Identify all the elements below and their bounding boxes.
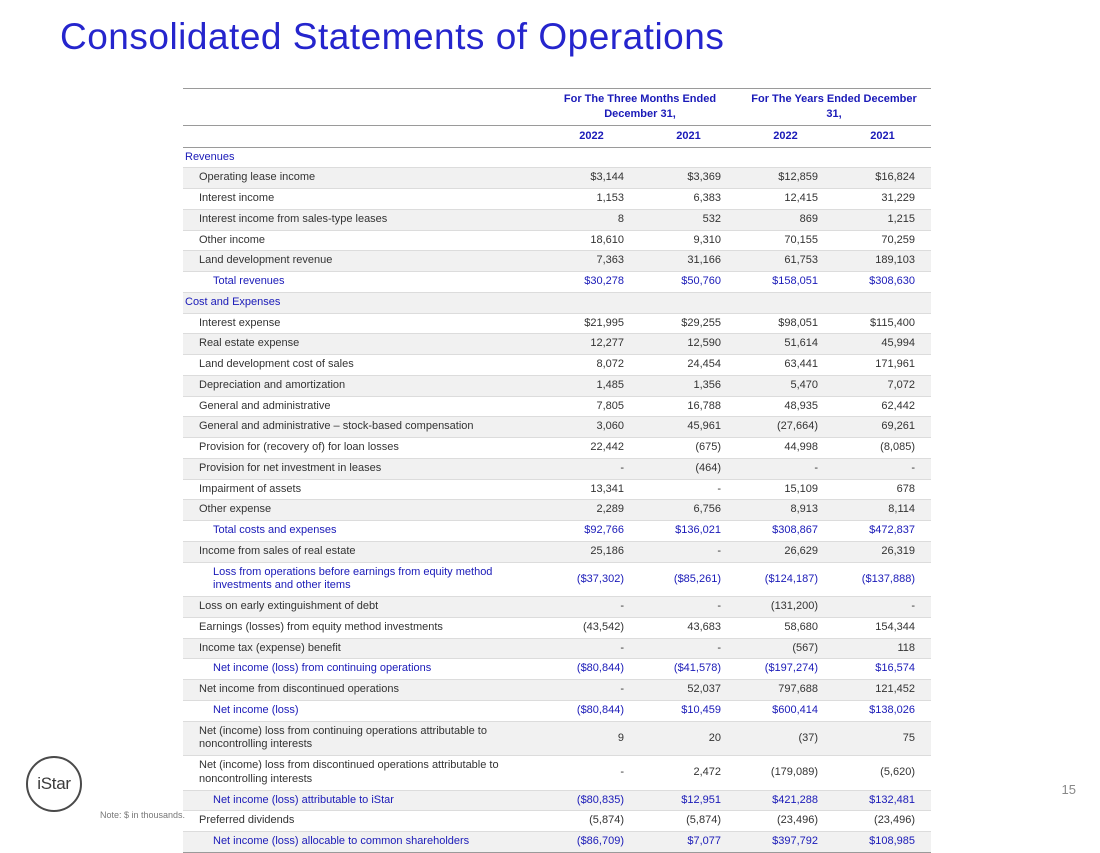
footnote: Note: $ in thousands. [100,810,186,820]
table-row [183,541,931,562]
row-value: 15,109 [737,479,834,500]
row-value: 8,913 [737,500,834,521]
row-value: $472,837 [834,521,931,542]
row-value: 13,341 [543,479,640,500]
row-label: Total revenues [183,272,543,293]
row-value: 869 [737,209,834,230]
row-value: 9 [543,721,640,756]
table-row [183,638,931,659]
row-value: 1,153 [543,189,640,210]
table-row [183,832,931,853]
row-value: 51,614 [737,334,834,355]
row-value: $308,867 [737,521,834,542]
row-value: $21,995 [543,313,640,334]
table-row [183,680,931,701]
row-value: (464) [640,458,737,479]
year-header-spacer [183,125,543,147]
row-value [834,292,931,313]
row-value: $16,574 [834,659,931,680]
row-value: 2,289 [543,500,640,521]
year-header: 2021 [640,125,737,147]
row-label: Net income (loss) [183,700,543,721]
row-value [640,147,737,168]
row-value: $12,951 [640,790,737,811]
row-value: 31,166 [640,251,737,272]
table-row [183,292,931,313]
table-row [183,811,931,832]
row-value: (5,620) [834,756,931,791]
row-value: $108,985 [834,832,931,853]
table-row [183,375,931,396]
row-value: 5,470 [737,375,834,396]
row-label: Interest income from sales-type leases [183,209,543,230]
row-label: Loss on early extinguishment of debt [183,597,543,618]
row-label: Provision for (recovery of) for loan losses [183,438,543,459]
row-value: (27,664) [737,417,834,438]
row-value: 63,441 [737,355,834,376]
row-value: 189,103 [834,251,931,272]
table-row [183,189,931,210]
row-value: $16,824 [834,168,931,189]
row-value: 797,688 [737,680,834,701]
table-row [183,479,931,500]
year-header: 2022 [737,125,834,147]
table-row [183,251,931,272]
row-label: Net (income) loss from continuing operations attributable to noncontrolling interests [183,721,543,756]
year-header: 2022 [543,125,640,147]
row-value: 75 [834,721,931,756]
row-value [640,292,737,313]
table-row [183,790,931,811]
row-value: 2,472 [640,756,737,791]
group-header-three-months: For The Three Months Ended December 31, [543,89,737,126]
table-row [183,168,931,189]
row-value: (5,874) [543,811,640,832]
row-label: Net income (loss) attributable to iStar [183,790,543,811]
row-value: (8,085) [834,438,931,459]
table-row [183,230,931,251]
row-value [737,292,834,313]
row-value: 8,072 [543,355,640,376]
row-value: 45,994 [834,334,931,355]
row-value: ($124,187) [737,562,834,597]
table-row [183,659,931,680]
row-label: Provision for net investment in leases [183,458,543,479]
row-label: Net income (loss) allocable to common shareholders [183,832,543,853]
row-value: 8,114 [834,500,931,521]
row-value: 12,590 [640,334,737,355]
row-value: $50,760 [640,272,737,293]
row-value: 31,229 [834,189,931,210]
row-label: Depreciation and amortization [183,375,543,396]
table-row [183,396,931,417]
table-row [183,721,931,756]
row-value: $397,792 [737,832,834,853]
row-value: ($80,844) [543,659,640,680]
row-value: 7,363 [543,251,640,272]
row-value: 7,805 [543,396,640,417]
row-value: $3,144 [543,168,640,189]
row-value: $3,369 [640,168,737,189]
page-title: Consolidated Statements of Operations [60,16,725,57]
row-value: $138,026 [834,700,931,721]
table-row [183,597,931,618]
row-value: 18,610 [543,230,640,251]
table-row [183,438,931,459]
row-value: (5,874) [640,811,737,832]
row-value: (179,089) [737,756,834,791]
row-value: 22,442 [543,438,640,459]
table-row [183,355,931,376]
row-value: 16,788 [640,396,737,417]
row-value: ($137,888) [834,562,931,597]
row-value: $158,051 [737,272,834,293]
row-label: Earnings (losses) from equity method investments [183,617,543,638]
row-value: 61,753 [737,251,834,272]
statements-table [183,88,931,853]
table-row [183,334,931,355]
row-label: Income from sales of real estate [183,541,543,562]
row-value: ($80,844) [543,700,640,721]
row-value: ($86,709) [543,832,640,853]
row-value: - [543,756,640,791]
row-value: 7,072 [834,375,931,396]
istar-logo [26,756,82,812]
row-label: Land development revenue [183,251,543,272]
row-value: - [543,458,640,479]
row-value: (131,200) [737,597,834,618]
row-value: 121,452 [834,680,931,701]
row-label: Other income [183,230,543,251]
row-value: - [640,597,737,618]
row-value: - [834,458,931,479]
row-value: ($85,261) [640,562,737,597]
page-number: 15 [1061,782,1076,797]
row-value: ($37,302) [543,562,640,597]
row-value: $7,077 [640,832,737,853]
row-value: - [640,638,737,659]
row-label: General and administrative [183,396,543,417]
row-value: 154,344 [834,617,931,638]
row-value: 24,454 [640,355,737,376]
row-value: 70,155 [737,230,834,251]
row-value: (675) [640,438,737,459]
row-label: Operating lease income [183,168,543,189]
row-value: (43,542) [543,617,640,638]
row-value: - [737,458,834,479]
row-value: 25,186 [543,541,640,562]
row-value: 3,060 [543,417,640,438]
row-label: Impairment of assets [183,479,543,500]
row-label: General and administrative – stock-based compensation [183,417,543,438]
row-value: 8 [543,209,640,230]
year-header: 2021 [834,125,931,147]
istar-logo-text: iStar [37,774,71,793]
row-label: Real estate expense [183,334,543,355]
row-value: 6,383 [640,189,737,210]
row-value: 171,961 [834,355,931,376]
row-value: - [543,597,640,618]
table-row [183,500,931,521]
row-value: 12,415 [737,189,834,210]
row-value [834,147,931,168]
table-row [183,147,931,168]
row-value: 118 [834,638,931,659]
row-label: Income tax (expense) benefit [183,638,543,659]
table-row [183,617,931,638]
row-value [543,147,640,168]
row-value: 62,442 [834,396,931,417]
table-row [183,313,931,334]
row-value: - [543,638,640,659]
row-value: $12,859 [737,168,834,189]
group-header-years: For The Years Ended December 31, [737,89,931,126]
table-row [183,209,931,230]
table-row [183,700,931,721]
row-value: 26,629 [737,541,834,562]
row-value: 20 [640,721,737,756]
row-label: Revenues [183,147,543,168]
row-value: $308,630 [834,272,931,293]
table-row [183,417,931,438]
row-value: $132,481 [834,790,931,811]
row-label: Total costs and expenses [183,521,543,542]
row-value: 58,680 [737,617,834,638]
row-value: ($80,835) [543,790,640,811]
row-value: $30,278 [543,272,640,293]
row-label: Net income (loss) from continuing operations [183,659,543,680]
row-value: (567) [737,638,834,659]
row-value: ($197,274) [737,659,834,680]
row-value: 52,037 [640,680,737,701]
row-value: 44,998 [737,438,834,459]
row-label: Preferred dividends [183,811,543,832]
row-value: 9,310 [640,230,737,251]
row-label: Interest income [183,189,543,210]
year-header-row [183,125,931,147]
group-header-spacer [183,89,543,126]
row-value: - [543,680,640,701]
row-value: 1,215 [834,209,931,230]
row-value: 1,485 [543,375,640,396]
row-label: Interest expense [183,313,543,334]
row-value: 26,319 [834,541,931,562]
group-header-row [183,89,931,126]
row-label: Land development cost of sales [183,355,543,376]
table-row [183,458,931,479]
row-value: ($41,578) [640,659,737,680]
row-value: 1,356 [640,375,737,396]
table-row [183,756,931,791]
row-value: 69,261 [834,417,931,438]
row-label: Cost and Expenses [183,292,543,313]
row-value: 70,259 [834,230,931,251]
row-value: 43,683 [640,617,737,638]
row-label: Loss from operations before earnings from equity method investments and other items [183,562,543,597]
row-value: $92,766 [543,521,640,542]
row-label: Net (income) loss from discontinued operations attributable to noncontrolling interests [183,756,543,791]
row-value: $136,021 [640,521,737,542]
row-label: Other expense [183,500,543,521]
row-value: $98,051 [737,313,834,334]
row-value: $421,288 [737,790,834,811]
row-value: - [640,541,737,562]
row-value: (23,496) [737,811,834,832]
row-value: (37) [737,721,834,756]
row-value: $10,459 [640,700,737,721]
row-value: (23,496) [834,811,931,832]
row-value: 678 [834,479,931,500]
row-value: 6,756 [640,500,737,521]
table-row [183,521,931,542]
row-value: - [834,597,931,618]
row-value: $600,414 [737,700,834,721]
row-value: - [640,479,737,500]
row-label: Net income from discontinued operations [183,680,543,701]
row-value: $115,400 [834,313,931,334]
table-row [183,562,931,597]
row-value: $29,255 [640,313,737,334]
row-value [737,147,834,168]
row-value: 12,277 [543,334,640,355]
row-value: 532 [640,209,737,230]
row-value [543,292,640,313]
table-row [183,272,931,293]
row-value: 45,961 [640,417,737,438]
row-value: 48,935 [737,396,834,417]
